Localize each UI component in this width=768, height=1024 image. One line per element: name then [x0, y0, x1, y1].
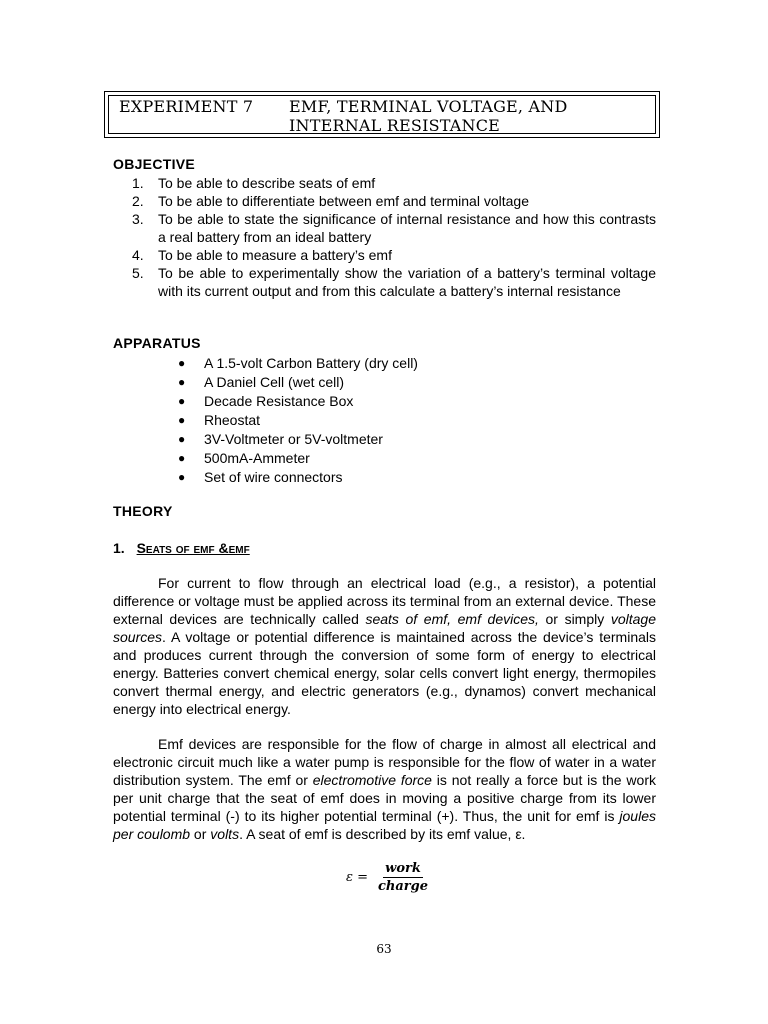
apparatus-item	[178, 373, 418, 392]
objective-item	[132, 264, 656, 300]
bullet-icon: ●	[178, 375, 186, 389]
para2-text-a: Emf devices are responsible for the flow of charge in almost all electrical and electronic circuit much like a water pump is responsible for the flow of water in a water distribution system. The emf or	[113, 736, 656, 788]
formula-denominator: charge	[378, 879, 429, 894]
formula-lhs: ε =	[346, 870, 369, 885]
apparatus-item	[178, 430, 418, 449]
bullet-icon: ●	[178, 451, 186, 465]
para2-italic-electromotive-force: electromotive force	[312, 772, 432, 788]
apparatus-item-text: Rheostat	[204, 412, 261, 428]
objective-item	[132, 246, 656, 264]
formula-fraction	[378, 861, 428, 894]
apparatus-item	[178, 392, 418, 411]
para1-italic-seats: seats of emf, emf devices,	[365, 611, 539, 627]
objective-item	[132, 192, 656, 210]
theory-paragraph-1	[113, 574, 656, 718]
objective-item	[132, 174, 656, 192]
para2-italic-joules-per-coulomb: joules per coulomb	[113, 808, 656, 842]
objective-list	[132, 174, 656, 300]
bullet-icon: ●	[178, 356, 186, 370]
experiment-title-line1: EMF, TERMINAL VOLTAGE, AND	[289, 97, 568, 116]
para2-text-e: or	[190, 826, 211, 842]
theory-paragraph-2	[113, 735, 656, 843]
apparatus-item-text: Set of wire connectors	[204, 469, 343, 485]
objective-heading: OBJECTIVE	[113, 156, 196, 172]
objective-item-text: To be able to differentiate between emf and terminal voltage	[158, 193, 529, 209]
apparatus-item	[178, 411, 418, 430]
para1-italic-voltage-sources: voltage sources	[113, 611, 656, 645]
para2-text-g: . A seat of emf is described by its emf value, ε.	[239, 826, 526, 842]
apparatus-item	[178, 354, 418, 373]
experiment-title	[289, 97, 568, 135]
emf-formula	[346, 861, 428, 894]
subsection-heading	[113, 540, 250, 556]
objective-item-number: 5.	[132, 265, 144, 281]
objective-item	[132, 210, 656, 246]
apparatus-item-text: 500mA-Ammeter	[204, 450, 310, 466]
apparatus-item-text: 3V-Voltmeter or 5V-voltmeter	[204, 431, 383, 447]
theory-heading: THEORY	[113, 503, 173, 519]
apparatus-list	[178, 354, 418, 487]
apparatus-item-text: Decade Resistance Box	[204, 393, 354, 409]
objective-item-text: To be able to describe seats of emf	[158, 175, 376, 191]
bullet-icon: ●	[178, 432, 186, 446]
title-box-inner-border	[108, 95, 656, 134]
objective-item-number: 1.	[132, 175, 144, 191]
formula-numerator: work	[385, 861, 421, 876]
objective-item-text: To be able to measure a battery’s emf	[158, 247, 392, 263]
objective-item-number: 4.	[132, 247, 144, 263]
experiment-title-line2: INTERNAL RESISTANCE	[289, 116, 501, 135]
para1-text-a: For current to flow through an electrical load (e.g., a resistor), a potential difference or voltage must be applied across its terminal from an external device. These external devices are technically called	[113, 575, 656, 627]
title-box	[104, 91, 660, 138]
apparatus-item	[178, 449, 418, 468]
para1-text-e: . A voltage or potential difference is maintained across the device’s terminals and produces current through the conversion of some form of energy to electrical energy. Batteries convert chemical energy, solar cells convert light energy, thermopiles convert thermal energy, and electric generators (e.g., dynamos) convert mechanical energy into electrical energy.	[113, 629, 656, 717]
objective-item-text: To be able to state the significance of internal resistance and how this contrasts a real battery from an ideal battery	[158, 211, 656, 245]
objective-item-number: 2.	[132, 193, 144, 209]
experiment-number: EXPERIMENT 7	[119, 97, 254, 116]
objective-item-text: To be able to experimentally show the variation of a battery’s terminal voltage with its current output and from this calculate a battery’s internal resistance	[158, 265, 656, 299]
apparatus-item-text: A 1.5-volt Carbon Battery (dry cell)	[204, 355, 418, 371]
apparatus-item-text: A Daniel Cell (wet cell)	[204, 374, 345, 390]
objective-item-number: 3.	[132, 211, 144, 227]
subsection-number: 1.	[113, 540, 125, 556]
bullet-icon: ●	[178, 394, 186, 408]
para2-italic-volts: volts	[210, 826, 240, 842]
subsection-title: Seats of emf &emf	[136, 540, 250, 556]
para1-text-c: or simply	[538, 611, 611, 627]
page-number: 63	[376, 942, 392, 956]
apparatus-item	[178, 468, 418, 487]
bullet-icon: ●	[178, 413, 186, 427]
bullet-icon: ●	[178, 470, 186, 484]
para2-text-c: is not really a force but is the work per unit charge that the seat of emf does in moving a positive charge from its lower potential terminal (-) to its higher potential terminal (+). Thus, the unit for emf is	[113, 772, 656, 824]
apparatus-heading: APPARATUS	[113, 335, 201, 351]
